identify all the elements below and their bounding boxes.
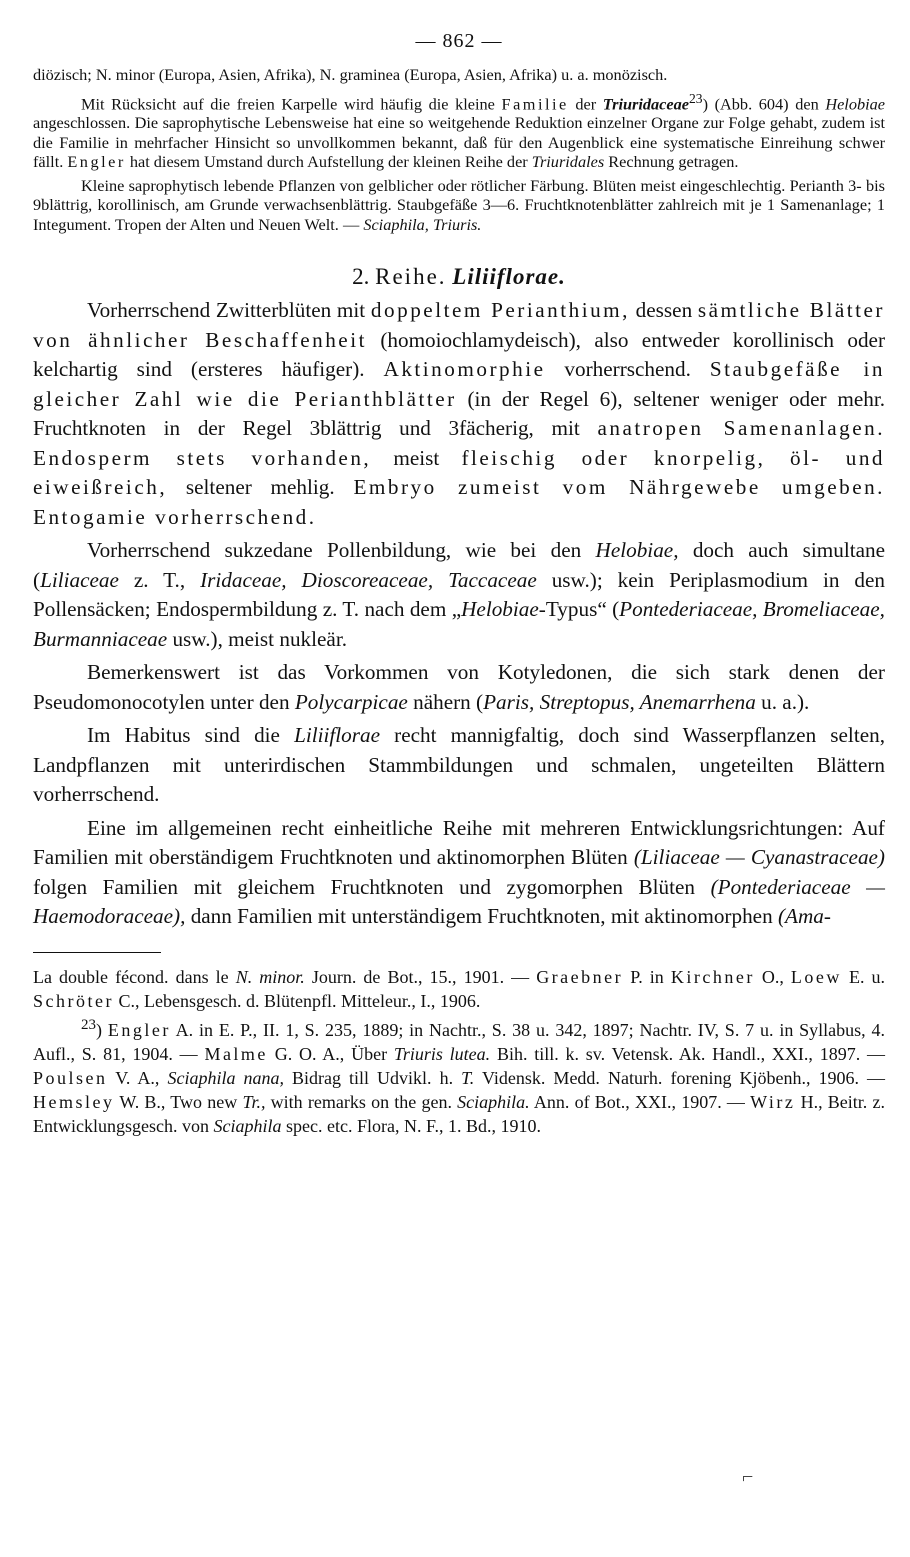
text-run: Iridaceae, Dioscoreaceae, Taccaceae xyxy=(200,567,537,592)
text-run: Staubgefäße in gleicher Zahl wie die Perianthblätter xyxy=(33,357,886,411)
body-paragraph-4 xyxy=(33,721,885,810)
text-run: Im Habitus sind die xyxy=(87,723,295,748)
body-paragraph-5 xyxy=(33,814,885,932)
text-run: -Typus“ ( xyxy=(538,597,620,622)
text-run: Malme xyxy=(204,1043,268,1064)
text-run: A. in E. P., II. 1, S. 235, 1889; in Nachtr., S. 38 u. 342, 1897; Nachtr. IV, S. 7 u. in Syllabus, 4. Aufl., S. 81, 1904. — xyxy=(33,1019,885,1064)
text-run: Hemsley xyxy=(33,1091,115,1112)
text-run: Kirchner xyxy=(670,966,755,987)
body-paragraph-3 xyxy=(33,658,885,717)
text-run: dann Familien mit unterständigem Fruchtknoten, mit aktinomorphen xyxy=(185,904,778,929)
text-run: Eine im allgemeinen recht einheitliche Reihe mit mehreren Entwicklungsrichtungen: Auf Familien mit oberständigem Fruchtknoten und aktinomorphen Blüten xyxy=(33,815,885,870)
text-run: Pontederiaceae, Bromeliaceae, Burmanniaceae xyxy=(33,597,885,651)
text-run: seltener mehlig. xyxy=(167,475,354,500)
section-heading: 2. Reihe. Liliiflorae. xyxy=(352,264,566,290)
text-run: Sciaphila xyxy=(213,1115,282,1136)
text-run: Sciaphila. xyxy=(457,1091,530,1112)
text-run: Helobiae, xyxy=(595,538,679,563)
text-run: Bidrag till Udvikl. h. xyxy=(283,1067,462,1088)
text-run: Bemerkenswert ist das Vorkommen von Kotyledonen, die sich stark denen der Pseudomonocotylen unter den xyxy=(33,660,885,714)
intro-line: diözisch; N. minor (Europa, Asien, Afrika), N. graminea (Europa, Asien, Afrika) u. a. monözisch. xyxy=(33,65,668,84)
text-run: Vidensk. Medd. Naturh. forening Kjöbenh., 1906. — xyxy=(474,1067,886,1088)
text-run: Sciaphila nana, xyxy=(167,1067,284,1088)
footnote-separator xyxy=(33,952,161,953)
text-run: u. a.). xyxy=(755,689,810,714)
footnote-23 xyxy=(33,1013,885,1138)
text-run: Engler xyxy=(107,1019,171,1040)
text-run: Journ. de Bot., 15., 1901. — xyxy=(304,966,537,987)
text-run: E. u. xyxy=(841,966,886,987)
text-run: doch auch simultane ( xyxy=(33,538,885,592)
text-run: with remarks on the gen. xyxy=(265,1091,458,1112)
text-run: anatropen Samenanlagen. xyxy=(597,416,886,441)
body-paragraph-1 xyxy=(33,296,885,532)
page-number: — 862 — xyxy=(415,30,503,52)
margin-mark: ⌐ xyxy=(742,1466,754,1488)
text-run: Schröter xyxy=(33,990,114,1011)
text-run: usw.); kein Periplasmodium in den Pollensäcken; Endospermbildung z. T. nach dem „ xyxy=(33,567,886,622)
text-run: P. in xyxy=(623,966,671,987)
text-run: (in der Regel 6), seltener weniger oder mehr. Fruchtknoten in der Regel 3blättrig und 3fächerig, mit xyxy=(33,386,885,441)
text-run: usw.), meist nukleär. xyxy=(167,626,348,651)
text-run: meist xyxy=(371,445,462,470)
text-run: G. O. A., Über xyxy=(267,1043,394,1064)
text-run: Ann. of Bot., XXI., 1907. — xyxy=(529,1091,751,1112)
text-run: Bih. till. k. sv. Vetensk. Ak. Handl., XXI., 1897. — xyxy=(490,1043,885,1064)
text-run: folgen Familien mit gleichem Fruchtknoten und zygomorphen Blüten xyxy=(33,874,711,899)
text-run: Endosperm stets vorhanden, xyxy=(33,445,372,470)
text-run: (Pontederiaceae — Haemodoraceae), xyxy=(33,874,885,929)
text-run: spec. etc. Flora, N. F., 1. Bd., 1910. xyxy=(281,1115,542,1136)
text-run: W. B., Two new xyxy=(114,1091,243,1112)
footnote-marker: 23 xyxy=(81,1016,96,1033)
text-run: Loew xyxy=(790,966,842,987)
text-run: recht mannigfaltig, doch sind Wasserpflanzen selten, Landpflanzen mit unterirdischen Stammbildungen und schmalen, ungeteilten Blättern vorherrschend. xyxy=(33,723,885,807)
text-run: Tr., xyxy=(242,1091,266,1112)
text-run: (Liliaceae — Cyanastraceae) xyxy=(633,845,885,870)
page xyxy=(33,30,885,1138)
text-run: sämtliche Blätter von ähnlicher Beschaffenheit xyxy=(33,298,885,352)
text-run: Embryo zumeist vom Nährgewebe umgeben. Entogamie vorherrschend. xyxy=(33,475,885,529)
text-run: T. xyxy=(461,1067,475,1088)
body-paragraph-2 xyxy=(33,536,885,654)
footnote-continuation xyxy=(33,965,885,1013)
text-run: Helobiae xyxy=(461,597,539,622)
text-run: Wirz xyxy=(750,1091,796,1112)
text-run: Graebner xyxy=(536,966,624,987)
text-run: La double fécond. dans le xyxy=(33,966,236,987)
text-run: H., Beitr. z. Entwicklungsgesch. von xyxy=(33,1091,885,1136)
text-run: ) xyxy=(96,1019,108,1040)
text-run: (homoiochlamydeisch), also entweder korollinisch oder kelchartig sind (ersteres häufiger). xyxy=(33,327,885,382)
text-run: (Ama- xyxy=(777,904,831,929)
text-run: Aktinomorphie xyxy=(383,357,546,382)
description-paragraph: Kleine saprophytisch lebende Pflanzen von gelblicher oder rötlicher Färbung. Blüten meist eingeschlechtig. Perianth 3- bis 9blättrig, korollinisch, am Grunde verwachsenblättrig. Staubgefäße 3—6. Fruchtknotenblätter zahlreich mit je 1 Samenanlage; 1 Integument. Tropen der Alten und Neuen Welt. — Sciaphila, Triuris. xyxy=(33,175,885,234)
text-run: nähern ( xyxy=(407,689,484,714)
text-run: z. T., xyxy=(118,567,201,592)
text-run: Vorherrschend sukzedane Pollenbildung, wie bei den xyxy=(87,538,596,563)
text-run: C., Lebensgesch. d. Blütenpfl. Mitteleur., I., 1906. xyxy=(113,990,481,1011)
text-run: V. A., xyxy=(107,1067,168,1088)
text-run: dessen xyxy=(629,298,698,323)
text-run: Poulsen xyxy=(33,1067,108,1088)
text-run: N. minor. xyxy=(235,966,305,987)
text-run: vorherrschend. xyxy=(545,357,710,382)
triuridaceae-paragraph: Mit Rücksicht auf die freien Karpelle wird häufig die kleine Familie der Triuridaceae$^{23}$) (Abb. 604) den Helobiae angeschlossen. Die saprophytische Lebensweise hat eine so weitgehende Reduktion einzelner Organe zur Folge gehabt, zudem ist die Familie in mehrfacher Hinsicht so unvollkommen bekannt, daß für den Augenblick eine systematische Einreihung schwer fällt. Engler hat diesem Umstand durch Aufstellung der kleinen Reihe der Triuridales Rechnung getragen. xyxy=(33,90,885,172)
text-run: Polycarpicae xyxy=(294,689,408,714)
text-run: Liliaceae xyxy=(40,567,119,592)
text-run: Triuris lutea. xyxy=(393,1043,491,1064)
text-run: Liliiflorae xyxy=(294,723,381,748)
text-run: Paris, Streptopus, Anemarrhena xyxy=(483,689,756,714)
text-run: Vorherrschend Zwitterblüten mit xyxy=(87,298,371,323)
text-run: O., xyxy=(754,966,791,987)
text-run: fleischig oder knorpelig, öl- und eiweißreich, xyxy=(33,445,886,500)
text-run: doppeltem Perianthium, xyxy=(370,298,630,323)
